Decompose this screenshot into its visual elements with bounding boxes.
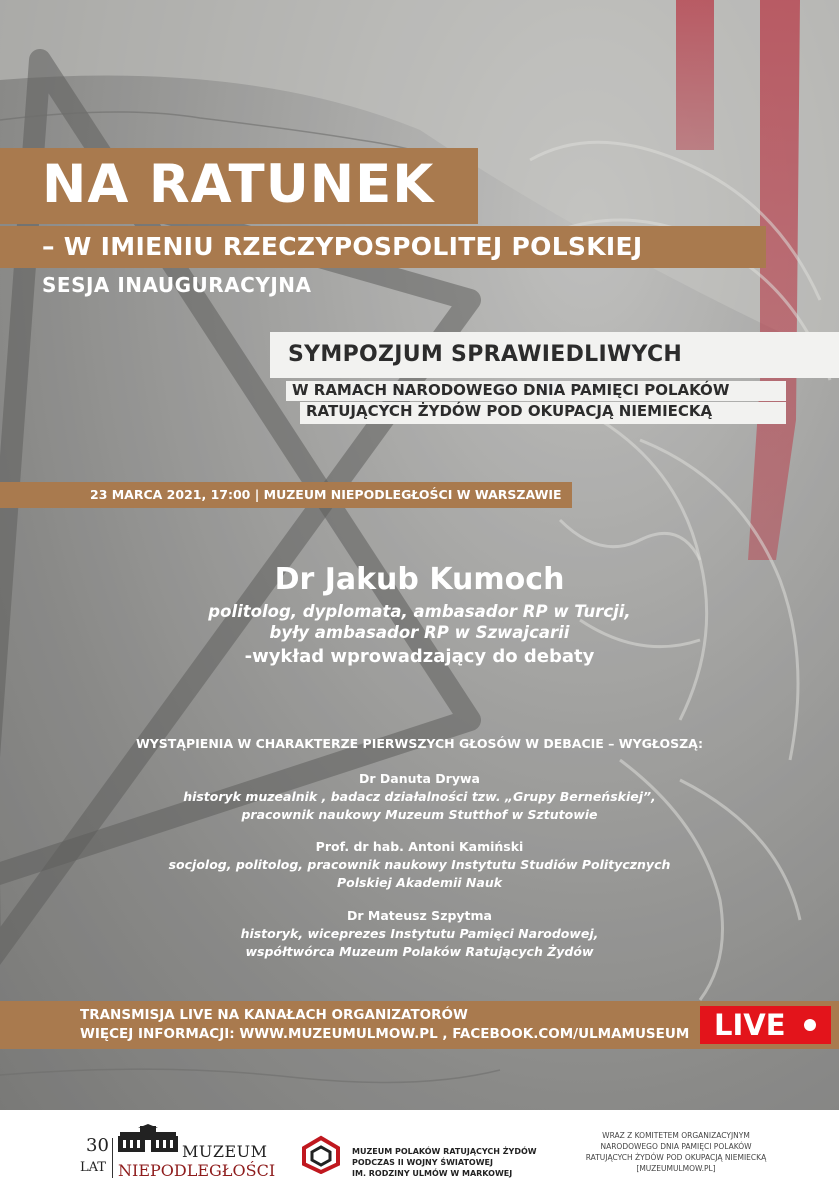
panelist-2-desc-1: socjolog, politolog, pracownik naukowy Instytutu Studiów Politycznych	[168, 857, 671, 872]
panelist-3-desc-1: historyk, wiceprezes Instytutu Pamięci Narodowej,	[240, 926, 599, 941]
symposium-title: SYMPOZJUM SPRAWIEDLIWYCH	[288, 342, 683, 367]
panelist-1-desc-2: pracownik naukowy Muzeum Stutthof w Sztutowie	[241, 807, 598, 822]
logo-mn-years: 30	[86, 1135, 109, 1156]
panelist-3-name: Dr Mateusz Szpytma	[347, 908, 492, 923]
logo-ulma-text	[352, 1146, 537, 1179]
committee-link[interactable]: [MUZEUMULMOW.PL]	[636, 1164, 716, 1173]
event-subtitle: – W IMIENIU RZECZYPOSPOLITEJ POLSKIEJ	[42, 232, 643, 261]
debate-heading: WYSTĄPIENIA W CHARAKTERZE PIERWSZYCH GŁOSÓW W DEBACIE – WYGŁOSZĄ:	[135, 736, 704, 751]
transmission-more-info[interactable]: WIĘCEJ INFORMACJI: WWW.MUZEUMULMOW.PL , FACEBOOK.COM/ULMAMUSEUM	[80, 1026, 690, 1042]
main-speaker-desc-1: politolog, dyplomata, ambasador RP w Turcji,	[208, 602, 631, 621]
symposium-line-1: W RAMACH NARODOWEGO DNIA PAMIĘCI POLAKÓW	[292, 381, 730, 399]
live-badge	[700, 1006, 831, 1044]
event-date-place: 23 MARCA 2021, 17:00 | MUZEUM NIEPODLEGŁOŚCI W WARSZAWIE	[90, 487, 562, 502]
panelist-3-desc-2: współtwórca Muzeum Polaków Ratujących Żydów	[245, 944, 594, 959]
committee-note	[566, 1130, 786, 1174]
event-title: NA RATUNEK	[42, 154, 435, 215]
symposium-line-2: RATUJĄCYCH ŻYDÓW POD OKUPACJĄ NIEMIECKĄ	[306, 402, 713, 420]
panelist-1-name: Dr Danuta Drywa	[359, 771, 480, 786]
logo-mn-niepodleglosci: NIEPODLEGŁOŚCI	[118, 1161, 276, 1180]
transmission-line-1: TRANSMISJA LIVE NA KANAŁACH ORGANIZATORÓW	[80, 1007, 468, 1023]
logo-mn-divider	[112, 1138, 113, 1178]
logo-ulma-line-2: PODCZAS II WOJNY ŚWIATOWEJ	[352, 1158, 493, 1167]
panelist-2-desc-2: Polskiej Akademii Nauk	[336, 875, 503, 890]
committee-line-2: NARODOWEGO DNIA PAMIĘCI POLAKÓW	[600, 1142, 752, 1151]
session-label: SESJA INAUGURACYJNA	[42, 273, 312, 297]
committee-line-1: WRAZ Z KOMITETEM ORGANIZACYJNYM	[602, 1131, 750, 1140]
logo-ulma-line-1: MUZEUM POLAKÓW RATUJĄCYCH ŻYDÓW	[352, 1147, 537, 1156]
live-label: LIVE	[714, 1008, 786, 1042]
ulma-museum-logo-icon	[298, 1134, 344, 1174]
main-speaker-name: Dr Jakub Kumoch	[274, 562, 565, 597]
main-speaker-desc-2: były ambasador RP w Szwajcarii	[269, 623, 570, 642]
main-speaker-lecture: -wykład wprowadzający do debaty	[244, 646, 595, 667]
logo-ulma-line-3: IM. RODZINY ULMÓW W MARKOWEJ	[352, 1169, 513, 1178]
panelist-2-name: Prof. dr hab. Antoni Kamiński	[315, 839, 524, 854]
panelist-1-desc-1: historyk muzealnik , badacz działalności tzw. „Grupy Berneńskiej”,	[183, 789, 656, 804]
logo-mn-muzeum: MUZEUM	[182, 1142, 268, 1161]
logo-mn-lat: LAT	[80, 1160, 106, 1175]
live-dot-icon	[804, 1019, 816, 1031]
committee-line-3: RATUJĄCYCH ŻYDÓW POD OKUPACJĄ NIEMIECKĄ	[585, 1153, 767, 1162]
